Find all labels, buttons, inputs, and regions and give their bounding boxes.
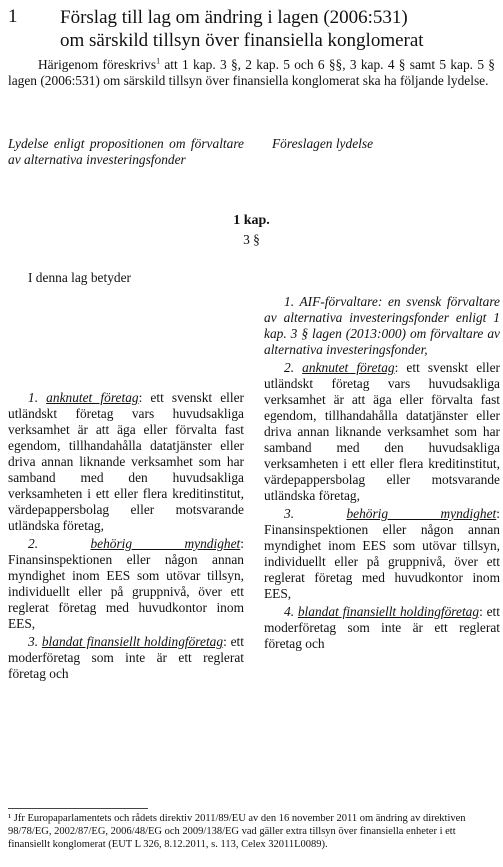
definition: : ett svenskt eller utländskt företag vars huvudsakliga verksamhet är att äga eller förvalta fast egendom, tillhandahålla datatjänster eller driva annan liknande verksamhet som har samband med den huvudsakliga verksamheten i ett eller flera kreditinstitut, värdepappersbolag eller motsvarande utländska företag, xyxy=(8,390,245,533)
term: behörig myndighet xyxy=(90,536,241,551)
item-number: 2. xyxy=(284,360,303,375)
left-column-intro xyxy=(8,270,244,288)
right-column-heading: Föreslagen lydelse xyxy=(272,136,374,151)
left-intro-text: I denna lag betyder xyxy=(28,270,131,285)
footnote: ¹ Jfr Europaparlamentets och rådets direktiv 2011/89/EU av den 16 november 2011 om ändring av direktiven 98/78/EG, 2002/87/EG, 2006/48/EG och 2009/138/EG vad gäller extra tillsyn över finansiella enheter i ett finansiellt konglomerat (EUT L 326, 8.12.2011, s. 113, Celex 32011L0089). xyxy=(8,813,466,850)
right-item-1: 1. AIF-förvaltare: en svensk förvaltare av alternativa investeringsfonder enligt 1 kap. 3 § lagen (2013:000) om förvaltare av alternativa investeringsfonder, xyxy=(264,294,500,357)
section-heading: 3 § xyxy=(243,232,260,247)
left-item-2 xyxy=(8,536,244,632)
intro-text-start: Härigenom föreskrivs xyxy=(38,57,157,72)
term: anknutet företag xyxy=(46,390,139,405)
right-item-4 xyxy=(264,604,500,652)
right-item-2 xyxy=(264,360,500,504)
item-number: 3. xyxy=(284,506,347,521)
intro-paragraph xyxy=(8,57,495,89)
definition: : Finansinspektionen eller någon annan myndighet inom EES som utövar tillsyn, individuellt eller på gruppnivå, över ett reglerat företag med huvudkontor inom EES, xyxy=(8,536,244,631)
term: blandat finansiellt holdingföretag xyxy=(297,604,480,619)
definition: : ett svenskt eller utländskt företag vars huvudsakliga verksamhet är att äga eller förvalta fast egendom, tillhandahålla datatjänster eller driva annan liknande verksamhet som har samband med den huvudsakliga verksamheten i ett eller flera kreditinstitut, värdepappersbolag eller motsvarande utländska företag, xyxy=(264,360,501,503)
left-column-items xyxy=(8,390,244,684)
footnote-ref: 1 xyxy=(156,56,161,66)
intro-text-end: att 1 kap. 3 §, 2 kap. 5 och 6 §§, 3 kap. 4 § samt 5 kap. 5 § lagen (2006:531) om särskild tillsyn över finansiella konglomerat ska ha följande lydelse. xyxy=(8,57,495,88)
item-number: 3. xyxy=(28,634,42,649)
term: blandat finansiellt holdingföretag xyxy=(41,634,224,649)
title-line-2: om särskild tillsyn över finansiella konglomerat xyxy=(60,30,424,51)
left-item-3 xyxy=(8,634,244,682)
section-number: 1 xyxy=(8,6,18,27)
term: behörig myndighet xyxy=(346,506,497,521)
chapter-heading: 1 kap. xyxy=(233,213,270,228)
right-item-3 xyxy=(264,506,500,602)
left-item-1 xyxy=(8,390,244,534)
term: anknutet företag xyxy=(302,360,395,375)
item-number: 1. xyxy=(28,390,47,405)
item-number: 4. xyxy=(284,604,298,619)
definition: : Finansinspektionen eller någon annan myndighet inom EES som utövar tillsyn, individuellt eller på gruppnivå, över ett reglerat företag med huvudkontor inom EES, xyxy=(264,506,500,601)
item-number: 2. xyxy=(28,536,91,551)
footnote-divider xyxy=(8,808,148,809)
left-column-heading: Lydelse enligt propositionen om förvaltare av alternativa investeringsfonder xyxy=(8,136,244,167)
right-column-items xyxy=(264,294,500,654)
title-line-1: Förslag till lag om ändring i lagen (2006:531) xyxy=(60,7,408,28)
definition: : ett moderföretag som inte är ett reglerat företag och xyxy=(264,604,500,651)
page-title xyxy=(60,6,500,52)
definition: : ett moderföretag som inte är ett reglerat företag och xyxy=(8,634,244,681)
